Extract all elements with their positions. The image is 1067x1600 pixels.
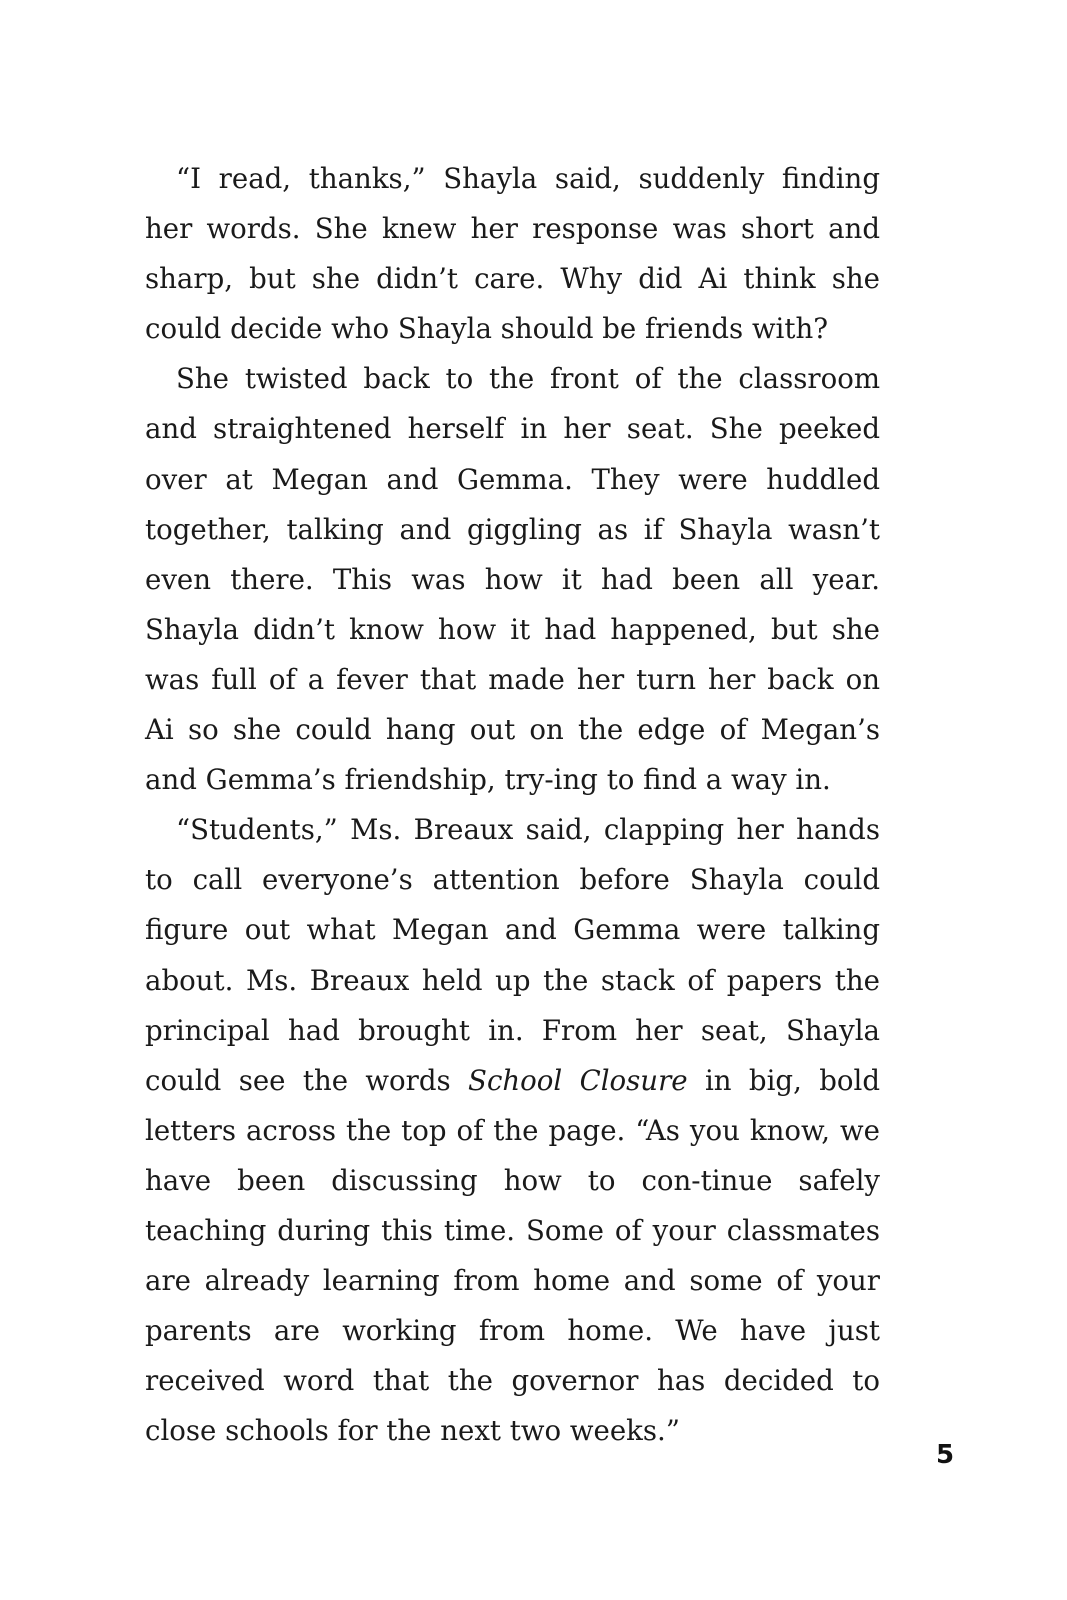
paragraph-3: [145, 805, 880, 1456]
paragraph-3-part-2: in big, bold letters across the top of the page. “As you know, we have been discussing how to con-tinue safely teaching during this time. Some of your classmates are already learning from home and some of your parents are working from home. We have just received word that the governor has decided to close schools for the next two weeks.”: [145, 1063, 880, 1448]
paragraph-2: She twisted back to the front of the classroom and straightened herself in her seat. She peeked over at Megan and Gemma. They were huddled together, talking and giggling as if Shayla wasn’t even there. This was how it had been all year. Shayla didn’t know how it had happened, but she was full of a fever that made her turn her back on Ai so she could hang out on the edge of Megan’s and Gemma’s friendship, try-ing to find a way in.: [145, 362, 880, 797]
italic-phrase: School Closure: [468, 1063, 688, 1097]
body-text: [145, 154, 880, 1456]
page-number: 5: [936, 1440, 955, 1470]
paragraph-3-part-1: “Students,” Ms. Breaux said, clapping her hands to call everyone’s attention before Shayla could figure out what Megan and Gemma were talking about. Ms. Breaux held up the stack of papers the principal had brought in. From her seat, Shayla could see the words: [145, 813, 880, 1097]
paragraph-1: “I read, thanks,” Shayla said, suddenly finding her words. She knew her response was short and sharp, but she didn’t care. Why did Ai think she could decide who Shayla should be friends with?: [145, 162, 880, 346]
